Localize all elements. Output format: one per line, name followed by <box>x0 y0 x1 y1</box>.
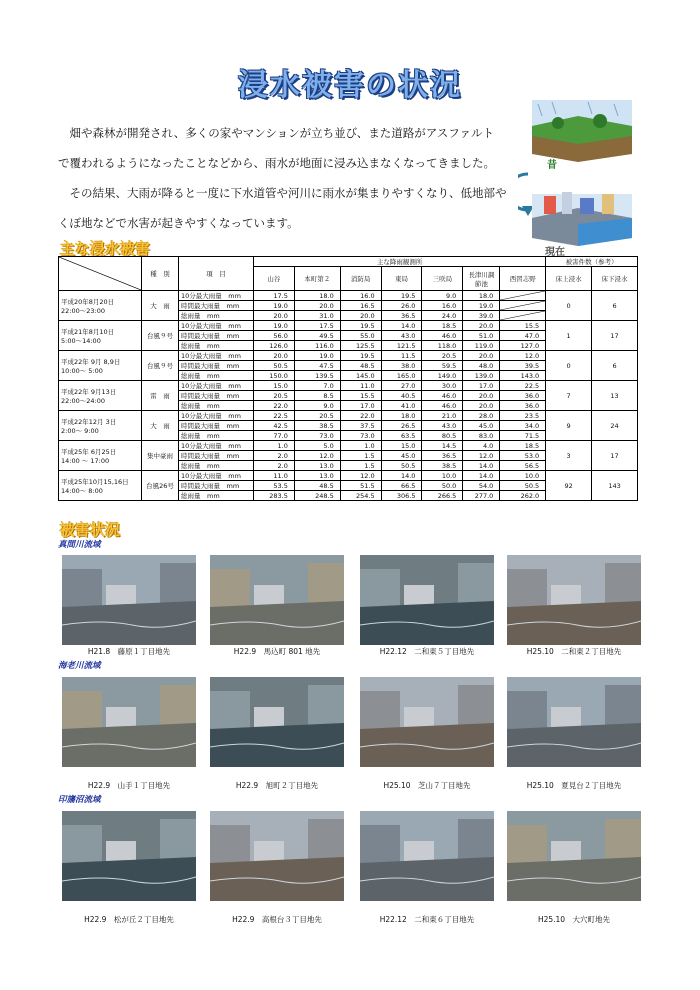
rain-value: 26.0 <box>381 301 422 311</box>
measure-item: 10分最大雨量 mm <box>179 321 254 331</box>
table-row <box>59 291 638 301</box>
rain-value: 10.0 <box>422 471 463 481</box>
rain-value: 43.0 <box>381 331 422 341</box>
measure-item: 10分最大雨量 mm <box>179 291 254 301</box>
event-date: 平成20年8月20日 <box>61 297 115 306</box>
rain-value: 63.5 <box>381 431 422 441</box>
rain-value: 20.0 <box>340 311 381 321</box>
rain-value: 4.0 <box>463 441 500 451</box>
rain-value: 15.0 <box>254 381 295 391</box>
event-time: 22:00～24:00 <box>61 396 105 405</box>
rain-value: 73.0 <box>294 431 340 441</box>
rain-value: 28.0 <box>463 411 500 421</box>
measure-item: 10分最大雨量 mm <box>179 441 254 451</box>
rain-value: 18.0 <box>381 411 422 421</box>
flood-photo <box>507 677 641 767</box>
measure-item: 10分最大雨量 mm <box>179 411 254 421</box>
header-damage: 被害件数（参考） <box>546 257 638 267</box>
rain-value: 14.0 <box>463 461 500 471</box>
rain-value: 51.0 <box>463 331 500 341</box>
rain-value <box>500 311 546 321</box>
header-item: 項 目 <box>179 257 254 291</box>
page-title: 浸水被害の状況 <box>238 68 462 103</box>
photo-caption: H22.12 二和東５丁目地先 <box>379 647 475 656</box>
rain-value: 43.0 <box>422 421 463 431</box>
damage-above-floor: 0 <box>546 351 592 381</box>
photo-caption: H25.10 芝山７丁目地先 <box>383 781 471 790</box>
event-kind: 大 雨 <box>142 291 179 321</box>
rain-value: 46.0 <box>422 401 463 411</box>
rain-value: 36.5 <box>381 311 422 321</box>
measure-item: 時間最大雨量 mm <box>179 481 254 491</box>
rain-value: 18.0 <box>463 291 500 301</box>
measure-item: 時間最大雨量 mm <box>179 361 254 371</box>
damage-below-floor: 6 <box>592 291 638 321</box>
event-date-cell <box>59 471 142 501</box>
rain-value: 83.0 <box>463 431 500 441</box>
intro-paragraph-2: その結果、大雨が降ると一度に下水道管や河川に雨水が集まりやすくなり、低地部や くぼ地などで水害が起きやすくなっています。 <box>58 186 507 230</box>
rain-value: 40.5 <box>381 391 422 401</box>
rain-value: 17.0 <box>340 401 381 411</box>
rain-value: 266.5 <box>422 491 463 501</box>
station-header: 長津川調節池 <box>463 267 500 291</box>
rain-value: 254.5 <box>340 491 381 501</box>
rain-value: 46.0 <box>422 391 463 401</box>
measure-item: 総雨量 mm <box>179 341 254 351</box>
rain-value: 139.5 <box>294 371 340 381</box>
rain-value: 15.5 <box>500 321 546 331</box>
flood-photo <box>210 555 344 645</box>
damage-below-floor: 17 <box>592 441 638 471</box>
event-time: 14:00～ 8:00 <box>61 486 103 495</box>
rain-value: 7.0 <box>294 381 340 391</box>
rain-value: 127.0 <box>500 341 546 351</box>
rain-value: 50.5 <box>500 481 546 491</box>
rain-value: 20.0 <box>463 321 500 331</box>
rain-value: 38.0 <box>381 361 422 371</box>
rain-value: 8.5 <box>294 391 340 401</box>
rain-value: 15.5 <box>340 391 381 401</box>
measure-item: 時間最大雨量 mm <box>179 391 254 401</box>
rain-value: 24.0 <box>422 311 463 321</box>
measure-item: 総雨量 mm <box>179 461 254 471</box>
rain-value: 18.0 <box>294 291 340 301</box>
rain-value: 41.0 <box>381 401 422 411</box>
rain-value: 13.0 <box>294 461 340 471</box>
event-date-cell <box>59 351 142 381</box>
table-row <box>59 351 638 361</box>
rain-value: 20.5 <box>254 391 295 401</box>
rain-value: 34.0 <box>500 421 546 431</box>
rain-value: 36.0 <box>500 391 546 401</box>
rain-value: 20.0 <box>294 301 340 311</box>
rain-value: 5.0 <box>294 441 340 451</box>
damage-below-floor: 143 <box>592 471 638 501</box>
header-stations: 主な降雨観測所 <box>254 257 546 267</box>
rain-value: 71.5 <box>500 431 546 441</box>
event-date-cell <box>59 441 142 471</box>
photo-caption: H25.10 夏見台２丁目地先 <box>526 781 622 790</box>
rain-value: 66.5 <box>381 481 422 491</box>
rain-value: 145.0 <box>340 371 381 381</box>
rain-value: 55.0 <box>340 331 381 341</box>
table-row <box>59 441 638 451</box>
past-label: 昔 <box>547 160 557 171</box>
event-date: 平成22年 9月13日 <box>61 387 117 396</box>
rain-value: 36.0 <box>500 401 546 411</box>
damage-header-below: 床下浸水 <box>592 267 638 291</box>
rain-value: 20.5 <box>294 411 340 421</box>
measure-item: 10分最大雨量 mm <box>179 351 254 361</box>
rain-value: 19.0 <box>254 321 295 331</box>
rain-value: 121.5 <box>381 341 422 351</box>
rain-value: 56.5 <box>500 461 546 471</box>
measure-item: 総雨量 mm <box>179 431 254 441</box>
rain-value: 47.0 <box>500 331 546 341</box>
rain-value: 9.0 <box>422 291 463 301</box>
flood-photo <box>360 555 494 645</box>
rain-value: 59.5 <box>422 361 463 371</box>
event-date-cell <box>59 411 142 441</box>
station-header: 三咲局 <box>422 267 463 291</box>
table-row <box>59 321 638 331</box>
rain-value: 51.5 <box>340 481 381 491</box>
flood-photo <box>62 555 196 645</box>
event-time: 10:00～ 5:00 <box>61 366 103 375</box>
rain-value: 27.0 <box>381 381 422 391</box>
rain-value: 22.0 <box>254 401 295 411</box>
station-header: 山谷 <box>254 267 295 291</box>
measure-item: 総雨量 mm <box>179 371 254 381</box>
rain-value: 47.5 <box>294 361 340 371</box>
watershed-title: 真間川流域 <box>58 540 101 550</box>
flood-photo <box>62 811 196 901</box>
rain-value: 116.0 <box>294 341 340 351</box>
rain-value: 19.0 <box>463 301 500 311</box>
header-kind: 種 別 <box>142 257 179 291</box>
table-row <box>59 471 638 481</box>
photo-caption: H25.10 二和東２丁目地先 <box>526 647 622 656</box>
rain-value: 125.5 <box>340 341 381 351</box>
rain-value: 37.5 <box>340 421 381 431</box>
photo-caption: H25.10 大穴町地先 <box>537 915 611 924</box>
rain-value <box>500 301 546 311</box>
damage-below-floor: 13 <box>592 381 638 411</box>
photo-caption: H22.9 馬込町 801 地先 <box>233 647 321 656</box>
rain-value: 73.0 <box>340 431 381 441</box>
event-kind: 集中豪雨 <box>142 441 179 471</box>
rain-value: 19.0 <box>294 351 340 361</box>
rain-value: 20.0 <box>254 351 295 361</box>
rain-value: 23.5 <box>500 411 546 421</box>
rain-value: 31.0 <box>294 311 340 321</box>
damage-above-floor: 7 <box>546 381 592 411</box>
damage-above-floor: 92 <box>546 471 592 501</box>
rain-value: 20.0 <box>254 311 295 321</box>
rain-value: 1.0 <box>340 441 381 451</box>
rain-value: 16.0 <box>422 301 463 311</box>
rain-value: 119.0 <box>463 341 500 351</box>
rain-value: 9.0 <box>294 401 340 411</box>
rain-value: 17.0 <box>463 381 500 391</box>
rain-value: 150.0 <box>254 371 295 381</box>
photo-caption: H22.9 山手１丁目地先 <box>87 781 171 790</box>
rain-value: 139.0 <box>463 371 500 381</box>
event-time: 14:00 ～ 17:00 <box>61 456 110 465</box>
rain-value: 50.5 <box>381 461 422 471</box>
measure-item: 時間最大雨量 mm <box>179 421 254 431</box>
flood-photo <box>507 555 641 645</box>
event-date: 平成25年 6月25日 <box>61 447 117 456</box>
rain-value: 18.5 <box>422 321 463 331</box>
rain-value: 38.5 <box>422 461 463 471</box>
rain-value: 77.0 <box>254 431 295 441</box>
damage-above-floor: 9 <box>546 411 592 441</box>
event-time: 5:00～14:00 <box>61 336 101 345</box>
measure-item: 時間最大雨量 mm <box>179 331 254 341</box>
photo-caption: H22.9 松が丘２丁目地先 <box>84 915 174 924</box>
intro-paragraph-1: 畑や森林が開発され、多くの家やマンションが立ち並び、また道路がアスファルト で覆われるようになったことなどから、雨水が地面に浸み込まなくなってきました。 <box>58 126 495 170</box>
station-header: 東局 <box>381 267 422 291</box>
rain-value: 11.0 <box>340 381 381 391</box>
table-row <box>59 381 638 391</box>
table-corner-cell <box>59 257 142 291</box>
rain-value: 165.0 <box>381 371 422 381</box>
rain-value: 17.5 <box>294 321 340 331</box>
section-title-damage: 被害状況 <box>60 521 121 539</box>
damage-above-floor: 3 <box>546 441 592 471</box>
event-date-cell <box>59 291 142 321</box>
rain-value: 53.5 <box>254 481 295 491</box>
event-date-cell <box>59 321 142 351</box>
rain-value: 283.5 <box>254 491 295 501</box>
flood-photo <box>360 677 494 767</box>
station-header: 本町第２ <box>294 267 340 291</box>
rain-value: 26.5 <box>381 421 422 431</box>
rain-value: 21.0 <box>422 411 463 421</box>
rain-value: 50.5 <box>254 361 295 371</box>
station-header: 消防局 <box>340 267 381 291</box>
event-kind: 台風26号 <box>142 471 179 501</box>
measure-item: 10分最大雨量 mm <box>179 381 254 391</box>
rain-value: 2.0 <box>254 451 295 461</box>
photo-caption: H22.9 高根台３丁目地先 <box>232 915 322 924</box>
rain-value: 42.5 <box>254 421 295 431</box>
rain-value: 22.5 <box>500 381 546 391</box>
rain-value: 38.5 <box>294 421 340 431</box>
rain-value: 248.5 <box>294 491 340 501</box>
photo-caption: H22.12 二和東６丁目地先 <box>379 915 475 924</box>
damage-below-floor: 17 <box>592 321 638 351</box>
photo-caption: H22.9 旭町２丁目地先 <box>235 781 319 790</box>
flood-photo <box>210 677 344 767</box>
section-title-major-floods: 主な浸水被害 <box>60 240 151 258</box>
rain-value: 39.5 <box>500 361 546 371</box>
rain-value: 14.0 <box>381 321 422 331</box>
rain-value: 11.5 <box>381 351 422 361</box>
rain-value: 45.0 <box>381 451 422 461</box>
damage-below-floor: 24 <box>592 411 638 441</box>
rain-value: 12.0 <box>294 451 340 461</box>
damage-below-floor: 6 <box>592 351 638 381</box>
rain-value: 16.0 <box>340 291 381 301</box>
watershed-title: 印旛沼流域 <box>58 795 101 805</box>
measure-item: 総雨量 mm <box>179 401 254 411</box>
rain-value: 48.5 <box>340 361 381 371</box>
event-date: 平成25年10月15,16日 <box>61 477 129 486</box>
table-row <box>59 411 638 421</box>
rain-value: 20.0 <box>463 401 500 411</box>
rain-value <box>500 291 546 301</box>
event-date: 平成22年 9月 8,9日 <box>61 357 121 366</box>
rain-value: 22.0 <box>340 411 381 421</box>
rain-value: 56.0 <box>254 331 295 341</box>
flood-photo <box>360 811 494 901</box>
watershed-title: 海老川流域 <box>58 661 101 671</box>
rain-value: 1.5 <box>340 451 381 461</box>
rain-value: 14.0 <box>463 471 500 481</box>
rainfall-damage-table <box>58 256 638 501</box>
rain-value: 39.0 <box>463 311 500 321</box>
damage-above-floor: 0 <box>546 291 592 321</box>
measure-item: 時間最大雨量 mm <box>179 301 254 311</box>
event-time: 2:00～ 9:00 <box>61 426 99 435</box>
rain-value: 16.5 <box>340 301 381 311</box>
present-label: 現在 <box>545 247 565 258</box>
rain-value: 277.0 <box>463 491 500 501</box>
rain-value: 80.5 <box>422 431 463 441</box>
event-time: 22:00～23:00 <box>61 306 105 315</box>
rain-value: 12.0 <box>500 351 546 361</box>
event-kind: 雷 雨 <box>142 381 179 411</box>
rain-value: 12.0 <box>463 451 500 461</box>
rain-value: 10.0 <box>500 471 546 481</box>
rain-value: 1.0 <box>254 441 295 451</box>
rain-value: 19.5 <box>381 291 422 301</box>
measure-item: 10分最大雨量 mm <box>179 471 254 481</box>
measure-item: 総雨量 mm <box>179 491 254 501</box>
rain-value: 118.0 <box>422 341 463 351</box>
rain-value: 2.0 <box>254 461 295 471</box>
event-date-cell <box>59 381 142 411</box>
rain-value: 13.0 <box>294 471 340 481</box>
rain-value: 48.5 <box>294 481 340 491</box>
urbanization-illustration <box>518 96 638 246</box>
flood-photo <box>507 811 641 901</box>
rain-value: 12.0 <box>340 471 381 481</box>
event-kind: 台風９号 <box>142 351 179 381</box>
event-kind: 台風９号 <box>142 321 179 351</box>
rain-value: 149.0 <box>422 371 463 381</box>
rain-value: 306.5 <box>381 491 422 501</box>
rain-value: 36.5 <box>422 451 463 461</box>
rain-value: 53.0 <box>500 451 546 461</box>
rain-value: 19.0 <box>254 301 295 311</box>
event-date: 平成21年8月10日 <box>61 327 115 336</box>
rain-value: 1.5 <box>340 461 381 471</box>
damage-header-above: 床上浸水 <box>546 267 592 291</box>
rain-value: 126.0 <box>254 341 295 351</box>
rain-value: 14.5 <box>422 441 463 451</box>
rain-value: 14.0 <box>381 471 422 481</box>
damage-above-floor: 1 <box>546 321 592 351</box>
rain-value: 54.0 <box>463 481 500 491</box>
flood-photo <box>62 677 196 767</box>
measure-item: 総雨量 mm <box>179 311 254 321</box>
rain-value: 22.5 <box>254 411 295 421</box>
station-header: 西習志野 <box>500 267 546 291</box>
rain-value: 50.0 <box>422 481 463 491</box>
event-kind: 大 雨 <box>142 411 179 441</box>
rain-value: 30.0 <box>422 381 463 391</box>
event-date: 平成22年12月 3日 <box>61 417 117 426</box>
rain-value: 49.5 <box>294 331 340 341</box>
intro-text <box>58 118 518 238</box>
rain-value: 11.0 <box>254 471 295 481</box>
rain-value: 17.5 <box>254 291 295 301</box>
rain-value: 19.5 <box>340 351 381 361</box>
flood-photo <box>210 811 344 901</box>
rain-value: 45.0 <box>463 421 500 431</box>
rain-value: 46.0 <box>422 331 463 341</box>
rain-value: 20.0 <box>463 391 500 401</box>
photo-caption: H21.8 藤原１丁目地先 <box>87 647 171 656</box>
rain-value: 143.0 <box>500 371 546 381</box>
measure-item: 時間最大雨量 mm <box>179 451 254 461</box>
rain-value: 262.0 <box>500 491 546 501</box>
rain-value: 20.0 <box>463 351 500 361</box>
rain-value: 20.5 <box>422 351 463 361</box>
rain-value: 18.5 <box>500 441 546 451</box>
rain-value: 48.0 <box>463 361 500 371</box>
rain-value: 19.5 <box>340 321 381 331</box>
rain-value: 15.0 <box>381 441 422 451</box>
